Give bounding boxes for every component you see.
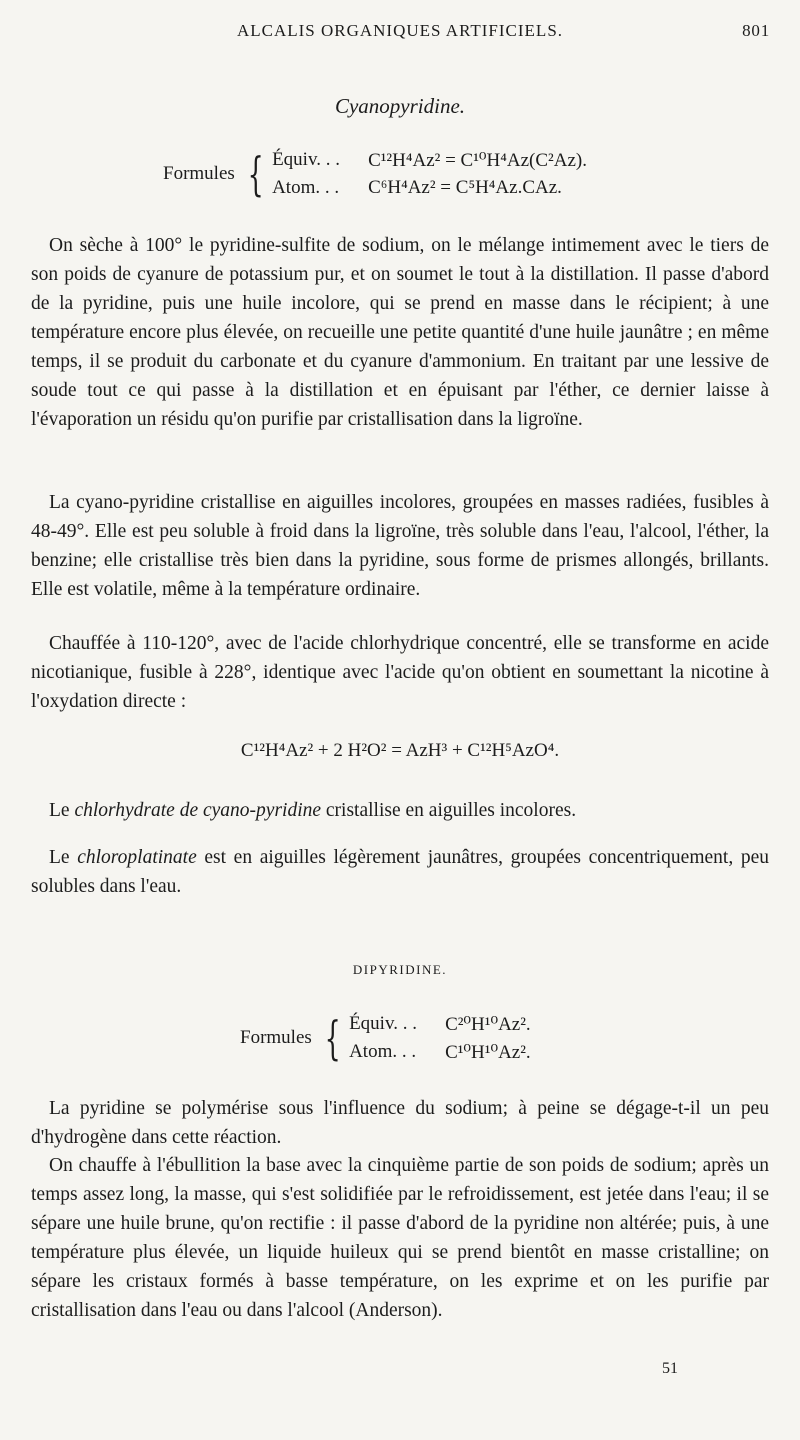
formula-kind: Équiv. . . [349,1013,417,1034]
paragraph-procedure: On chauffe à l'ébullition la base avec la cinquième partie de son poids de sodium; après un temps assez long, la masse, qui s'est solidifiée par le refroidissement, est jetée dans l'eau; il se sépare une huile brune, qu'on rectifie : il passe d'abord de la pyridine non altérée; puis, à une température plus élevée, un liquide huileux qui se prend bientôt en masse cristalline; on sépare les cristaux formés à basse température, on les exprime et on les purifie par cristallisation dans l'eau ou dans l'alcool (Anderson). [31,1155,769,1321]
page-number: 801 [742,21,770,40]
reaction-equation: C¹²H⁴Az² + 2 H²O² = AzH³ + C¹²H⁵AzO⁴. [240,740,560,761]
text-run: est en aiguilles légèrement jaunâtres, groupées concentriquement, peu solubles dans l'eau. [31,847,769,897]
cyanopyridine-formulas [163,146,587,202]
formulas-label: Formules [240,1027,312,1048]
section-heading-dipyridine: DIPYRIDINE. [352,962,448,977]
formula-expression: C⁶H⁴Az² = C⁵H⁴Az.CAz. [368,177,562,198]
formula-row-atom [272,174,587,202]
paragraph-chlorhydrate [31,796,769,825]
paragraph-chloroplatinate [31,843,769,901]
text-run: Le [49,800,75,821]
running-head [30,18,770,44]
formula-kind: Atom. . . [349,1041,417,1062]
brace-icon: { [324,1011,341,1065]
formula-expression: C¹²H⁴Az² = C¹⁰H⁴Az(C²Az). [368,149,587,171]
formula-row-atom [349,1038,531,1066]
paragraph-properties: La cyano-pyridine cristallise en aiguilles incolores, groupées en masses radiées, fusibles à 48-49°. Elle est peu soluble à froid dans la ligroïne, très soluble dans l'eau, l'alcool, l'éther, la benzine; elle cristallise très bien dans la pyridine, sous forme de prismes allongés, brillants. Elle est volatile, même à la température ordinaire. [31,492,769,600]
dipyridine-formulas [240,1010,531,1066]
italic-term: chlorhydrate de cyano-pyridine [74,800,322,821]
text-run: cristallise en aiguilles incolores. [321,800,577,821]
paragraph-preparation: On sèche à 100° le pyridine-sulfite de sodium, on le mélange intimement avec le tiers de son poids de cyanure de potassium pur, et on soumet le tout à la distillation. Il passe d'abord de la pyridine, puis une huile incolore, qui se prend en masse dans le récipient; à une température encore plus élevée, on recueille une petite quantité d'une huile jaunâtre ; en même temps, il se produit du carbonate et du cyanure d'ammonium. En traitant par une lessive de soude tout ce qui passe à la distillation et en épuisant par l'éther, ce dernier laisse à l'évaporation un résidu qu'on purifie par cristallisation dans la ligroïne. [31,235,769,430]
formula-kind: Atom. . . [272,177,340,198]
signature-mark: 51 [662,1360,678,1377]
formula-row-equiv [349,1010,531,1038]
formula-row-equiv [272,146,587,174]
paragraph-transformation: Chauffée à 110-120°, avec de l'acide chlorhydrique concentré, elle se transforme en acide nicotianique, fusible à 228°, identique avec l'acide qu'on obtient en soumettant la nicotine à l'oxydation directe : [31,633,769,712]
formulas-label: Formules [163,163,235,184]
formula-expression: C¹⁰H¹⁰Az². [445,1041,531,1063]
text-run: Le [49,847,78,868]
formula-kind: Équiv. . . [272,149,340,170]
section-title-cyanopyridine: Cyanopyridine. [334,94,466,118]
brace-icon: { [247,147,264,201]
italic-term: chloroplatinate [77,847,197,868]
formula-expression: C²⁰H¹⁰Az². [445,1013,531,1035]
running-title: ALCALIS ORGANIQUES ARTIFICIELS. [236,21,564,40]
paragraph-polymerization: La pyridine se polymérise sous l'influence du sodium; à peine se dégage-t-il un peu d'hydrogène dans cette réaction. [31,1098,769,1148]
